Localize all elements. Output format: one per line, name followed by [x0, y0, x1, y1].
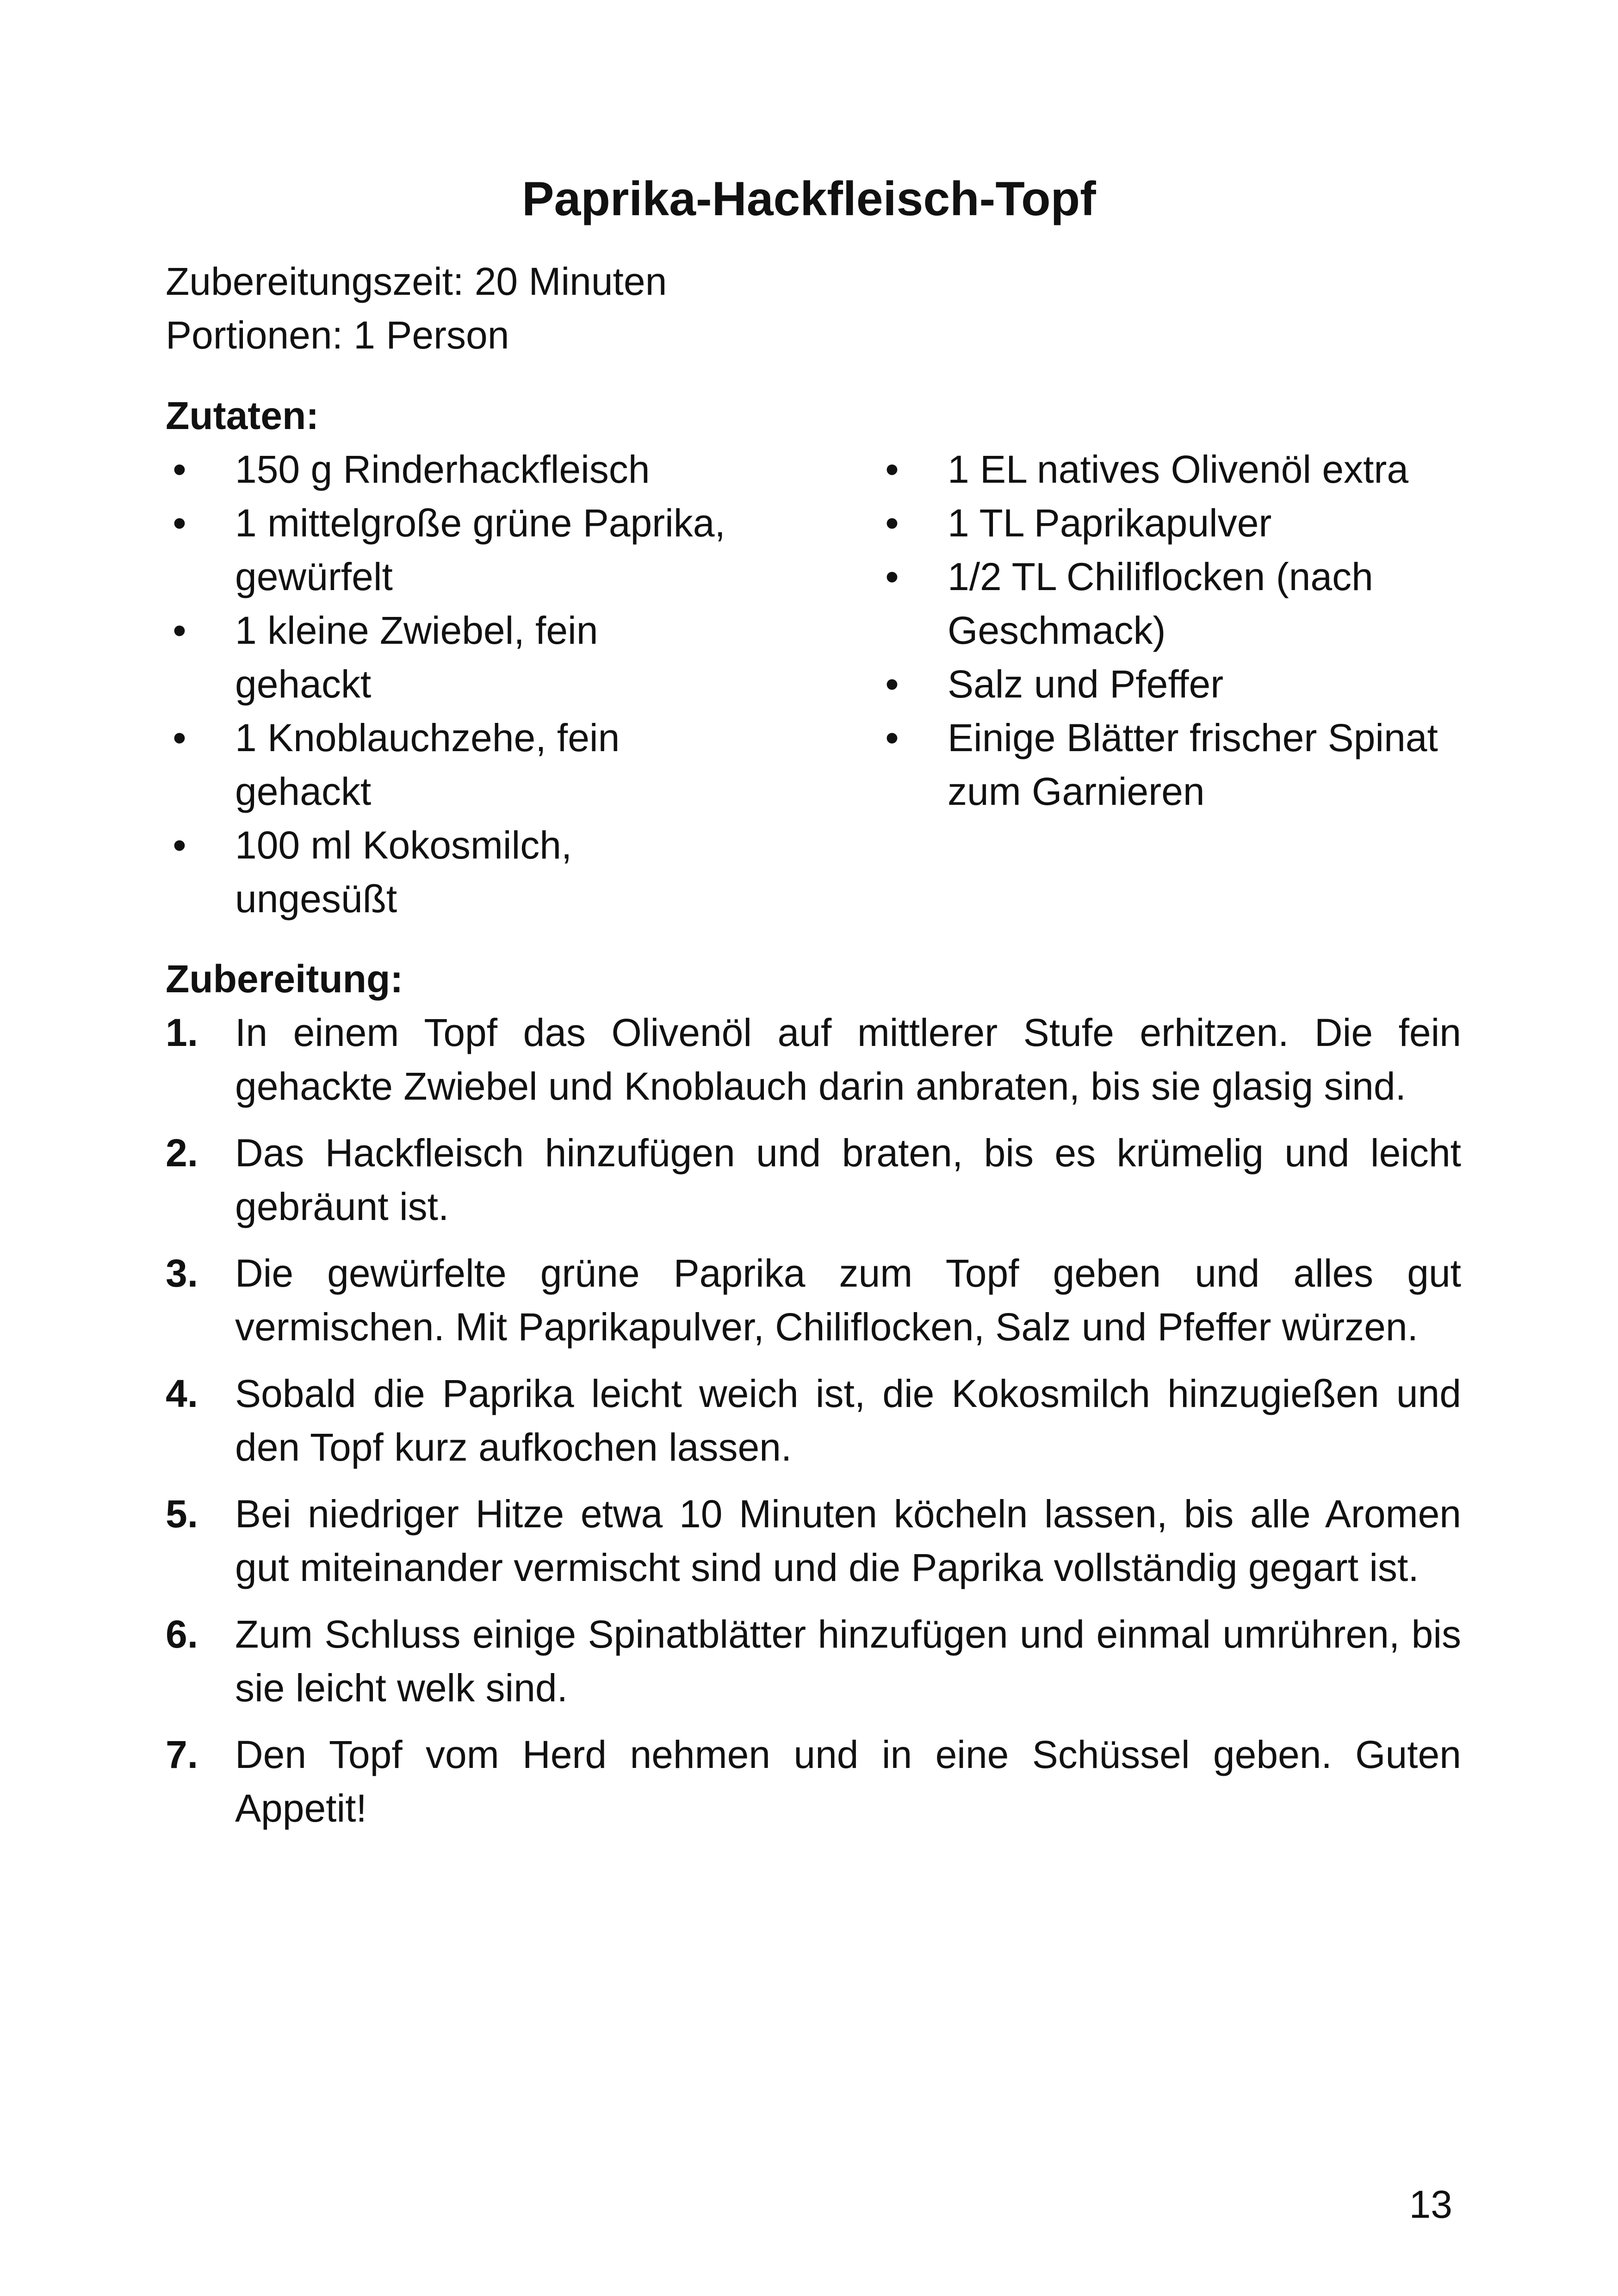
step-item [166, 1487, 1461, 1594]
step-text: Das Hackfleisch hinzufügen und braten, bis es krümelig und leicht gebräunt ist. [235, 1131, 1461, 1228]
ingredient-text: Salz und Pfeffer [948, 662, 1224, 706]
ingredient-item [878, 496, 1470, 550]
ingredient-item [878, 657, 1470, 711]
bullet-icon: • [885, 716, 899, 759]
step-number: 6. [166, 1612, 198, 1656]
ingredient-text: 1 TL Paprikapulver [948, 501, 1272, 545]
ingredient-text: 1 EL natives Olivenöl extra [948, 448, 1409, 491]
step-item [166, 1367, 1461, 1474]
step-text: Den Topf vom Herd nehmen und in eine Schüssel geben. Guten Appetit! [235, 1733, 1461, 1830]
ingredient-text: 1 kleine Zwiebel, fein gehackt [235, 609, 598, 706]
step-number: 7. [166, 1733, 198, 1776]
bullet-icon: • [885, 662, 899, 706]
ingredients-heading: Zutaten: [166, 394, 319, 437]
prep-time: Zubereitungszeit: 20 Minuten [166, 260, 667, 303]
step-item [166, 1006, 1461, 1113]
bullet-icon: • [173, 448, 186, 491]
bullet-icon: • [173, 609, 186, 652]
step-number: 3. [166, 1251, 198, 1295]
ingredient-text: 1 Knoblauchzehe, fein gehackt [235, 716, 620, 813]
ingredient-item [166, 818, 679, 926]
step-item [166, 1728, 1461, 1835]
step-number: 2. [166, 1131, 198, 1175]
step-text: In einem Topf das Olivenöl auf mittlerer Stufe erhitzen. Die fein gehackte Zwiebel und Knoblauch darin anbraten, bis sie glasig sind. [235, 1011, 1461, 1108]
ingredient-item [166, 604, 651, 711]
ingredient-item [878, 711, 1489, 818]
step-text: Bei niedriger Hitze etwa 10 Minuten köcheln lassen, bis alle Aromen gut miteinander vermischt sind und die Paprika vollständig gegart ist. [235, 1492, 1461, 1589]
portions: Portionen: 1 Person [166, 313, 509, 357]
ingredient-item [878, 442, 1470, 496]
bullet-icon: • [885, 448, 899, 491]
preparation-steps [166, 1006, 1461, 1848]
ingredient-item [166, 711, 661, 818]
bullet-icon: • [173, 501, 186, 545]
bullet-icon: • [173, 716, 186, 759]
bullet-icon: • [885, 501, 899, 545]
step-item [166, 1246, 1461, 1354]
ingredient-text: 150 g Rinderhackfleisch [235, 448, 650, 491]
recipe-title: Paprika-Hackfleisch-Topf [522, 172, 1096, 226]
step-item [166, 1607, 1461, 1715]
step-item [166, 1126, 1461, 1233]
step-number: 1. [166, 1011, 198, 1054]
ingredient-text: Einige Blätter frischer Spinat zum Garnieren [948, 716, 1438, 813]
step-number: 4. [166, 1372, 198, 1415]
step-text: Sobald die Paprika leicht weich ist, die Kokosmilch hinzugießen und den Topf kurz aufkochen lassen. [235, 1372, 1461, 1469]
page-number: 13 [1409, 2183, 1452, 2226]
ingredient-item [166, 442, 767, 496]
step-number: 5. [166, 1492, 198, 1536]
ingredient-text: 1/2 TL Chiliflocken (nach Geschmack) [948, 555, 1373, 652]
ingredients-list-left [166, 442, 744, 926]
ingredient-text: 1 mittelgroße grüne Paprika, gewürfelt [235, 501, 725, 598]
ingredient-item [166, 496, 767, 604]
preparation-heading: Zubereitung: [166, 957, 403, 1001]
ingredient-item [878, 550, 1457, 657]
ingredient-text: 100 ml Kokosmilch, ungesüßt [235, 823, 572, 921]
step-text: Zum Schluss einige Spinatblätter hinzufügen und einmal umrühren, bis sie leicht welk sind. [235, 1612, 1461, 1710]
bullet-icon: • [885, 555, 899, 598]
ingredients-list-right [878, 442, 1470, 818]
bullet-icon: • [173, 823, 186, 867]
step-text: Die gewürfelte grüne Paprika zum Topf geben und alles gut vermischen. Mit Paprikapulver, Chiliflocken, Salz und Pfeffer würzen. [235, 1251, 1461, 1349]
